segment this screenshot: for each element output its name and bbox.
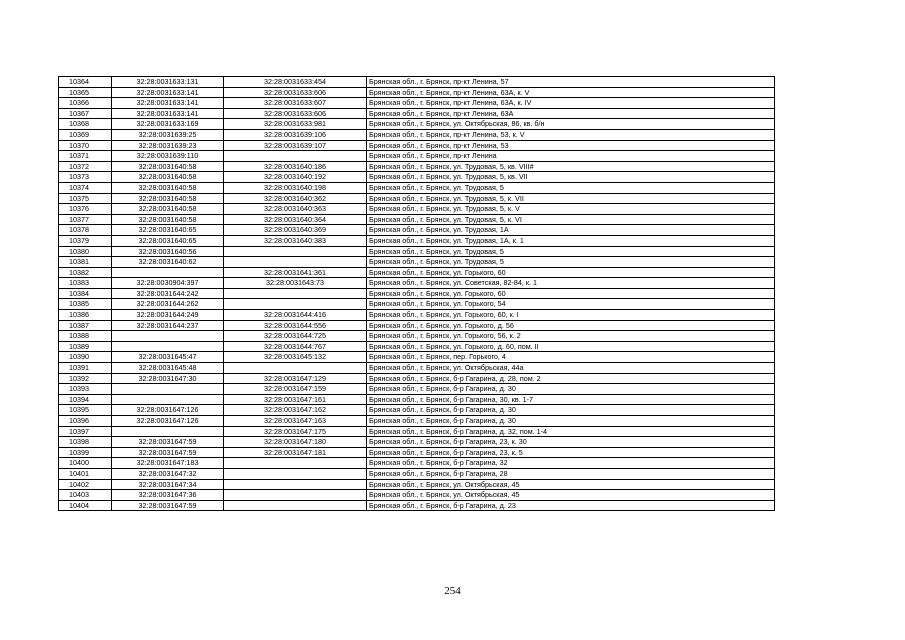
table-row: [59, 394, 775, 405]
land-cadastral-number-cell: [112, 267, 224, 278]
object-cadastral-number-cell: [224, 257, 367, 268]
row-number-cell: 10391: [59, 363, 112, 374]
land-cadastral-number-cell: [112, 331, 224, 342]
table-row: [59, 98, 775, 109]
address-cell: Брянская обл., г. Брянск, ул. Горького, 60, к. I: [367, 310, 775, 321]
row-number-cell: 10377: [59, 214, 112, 225]
object-cadastral-number-cell: 32:28:0031647:159: [224, 384, 367, 395]
object-cadastral-number-cell: [224, 479, 367, 490]
page-number: 254: [444, 585, 461, 597]
land-cadastral-number-cell: 32:28:0031645:47: [112, 352, 224, 363]
land-cadastral-number-cell: [112, 426, 224, 437]
land-cadastral-number-cell: 32:28:0031639:25: [112, 129, 224, 140]
object-cadastral-number-cell: 32:28:0031640:369: [224, 225, 367, 236]
table-row: [59, 373, 775, 384]
table-row: [59, 310, 775, 321]
row-number-cell: 10397: [59, 426, 112, 437]
table-row: [59, 405, 775, 416]
land-cadastral-number-cell: 32:28:0031644:262: [112, 299, 224, 310]
row-number-cell: 10383: [59, 278, 112, 289]
object-cadastral-number-cell: 32:28:0031641:361: [224, 267, 367, 278]
address-cell: Брянская обл., г. Брянск, ул. Трудовая, 5, к. V: [367, 204, 775, 215]
row-number-cell: 10390: [59, 352, 112, 363]
row-number-cell: 10382: [59, 267, 112, 278]
address-cell: Брянская обл., г. Брянск, пр-кт Ленина, 53, к. V: [367, 129, 775, 140]
row-number-cell: 10372: [59, 161, 112, 172]
address-cell: Брянская обл., г. Брянск, ул. Трудовая, 5, к. VI: [367, 214, 775, 225]
row-number-cell: 10373: [59, 172, 112, 183]
address-cell: Брянская обл., г. Брянск, б-р Гагарина, д. 30: [367, 416, 775, 427]
object-cadastral-number-cell: 32:28:0031645:132: [224, 352, 367, 363]
land-cadastral-number-cell: 32:28:0031633:141: [112, 108, 224, 119]
table-row: [59, 246, 775, 257]
row-number-cell: 10389: [59, 341, 112, 352]
table-row: [59, 288, 775, 299]
object-cadastral-number-cell: 32:28:0031644:416: [224, 310, 367, 321]
table-row: [59, 468, 775, 479]
table-row: [59, 341, 775, 352]
address-cell: Брянская обл., г. Брянск, ул. Горького, 56, к. 2: [367, 331, 775, 342]
row-number-cell: 10395: [59, 405, 112, 416]
object-cadastral-number-cell: 32:28:0031640:364: [224, 214, 367, 225]
table-row: [59, 458, 775, 469]
table-row: [59, 352, 775, 363]
row-number-cell: 10379: [59, 235, 112, 246]
address-cell: Брянская обл., г. Брянск, пр-кт Ленина, 63А, к. IV: [367, 98, 775, 109]
object-cadastral-number-cell: 32:28:0031633:607: [224, 98, 367, 109]
table-row: [59, 416, 775, 427]
table-row: [59, 299, 775, 310]
object-cadastral-number-cell: 32:28:0031640:362: [224, 193, 367, 204]
row-number-cell: 10392: [59, 373, 112, 384]
land-cadastral-number-cell: 32:28:0030904:397: [112, 278, 224, 289]
row-number-cell: 10371: [59, 151, 112, 162]
land-cadastral-number-cell: 32:28:0031644:237: [112, 320, 224, 331]
table-row: [59, 172, 775, 183]
object-cadastral-number-cell: 32:28:0031644:556: [224, 320, 367, 331]
object-cadastral-number-cell: 32:28:0031633:454: [224, 77, 367, 88]
row-number-cell: 10380: [59, 246, 112, 257]
object-cadastral-number-cell: 32:28:0031640:186: [224, 161, 367, 172]
table-row: [59, 161, 775, 172]
land-cadastral-number-cell: 32:28:0031633:169: [112, 119, 224, 130]
table-row: [59, 235, 775, 246]
object-cadastral-number-cell: 32:28:0031640:363: [224, 204, 367, 215]
table-row: [59, 363, 775, 374]
land-cadastral-number-cell: 32:28:0031644:242: [112, 288, 224, 299]
address-cell: Брянская обл., г. Брянск, ул. Горького, 60: [367, 288, 775, 299]
address-cell: Брянская обл., г. Брянск, ул. Советская, 82-84, к. 1: [367, 278, 775, 289]
land-cadastral-number-cell: 32:28:0031640:58: [112, 214, 224, 225]
address-cell: Брянская обл., г. Брянск, ул. Горького, д. 60, пом. II: [367, 341, 775, 352]
object-cadastral-number-cell: [224, 288, 367, 299]
land-cadastral-number-cell: 32:28:0031633:141: [112, 98, 224, 109]
object-cadastral-number-cell: [224, 500, 367, 511]
address-cell: Брянская обл., г. Брянск, пр-кт Ленина, 57: [367, 77, 775, 88]
row-number-cell: 10396: [59, 416, 112, 427]
address-cell: Брянская обл., г. Брянск, пр-кт Ленина, 53: [367, 140, 775, 151]
row-number-cell: 10400: [59, 458, 112, 469]
object-cadastral-number-cell: 32:28:0031640:192: [224, 172, 367, 183]
table-row: [59, 214, 775, 225]
address-cell: Брянская обл., г. Брянск, ул. Трудовая, 5: [367, 182, 775, 193]
row-number-cell: 10398: [59, 437, 112, 448]
object-cadastral-number-cell: 32:28:0031633:606: [224, 108, 367, 119]
row-number-cell: 10370: [59, 140, 112, 151]
row-number-cell: 10393: [59, 384, 112, 395]
land-cadastral-number-cell: 32:28:0031640:58: [112, 161, 224, 172]
table-row: [59, 225, 775, 236]
object-cadastral-number-cell: 32:28:0031647:129: [224, 373, 367, 384]
object-cadastral-number-cell: 32:28:0031647:175: [224, 426, 367, 437]
object-cadastral-number-cell: [224, 490, 367, 501]
address-cell: Брянская обл., г. Брянск, ул. Трудовая, 5: [367, 246, 775, 257]
row-number-cell: 10369: [59, 129, 112, 140]
object-cadastral-number-cell: 32:28:0031644:767: [224, 341, 367, 352]
land-cadastral-number-cell: [112, 341, 224, 352]
object-cadastral-number-cell: 32:28:0031647:181: [224, 447, 367, 458]
land-cadastral-number-cell: 32:28:0031640:58: [112, 172, 224, 183]
row-number-cell: 10385: [59, 299, 112, 310]
land-cadastral-number-cell: [112, 394, 224, 405]
table-row: [59, 278, 775, 289]
table-row: [59, 267, 775, 278]
object-cadastral-number-cell: [224, 458, 367, 469]
table-row: [59, 500, 775, 511]
address-cell: Брянская обл., г. Брянск, ул. Трудовая, 5, кв. VIII#: [367, 161, 775, 172]
object-cadastral-number-cell: 32:28:0031643:73: [224, 278, 367, 289]
row-number-cell: 10364: [59, 77, 112, 88]
land-cadastral-number-cell: 32:28:0031640:56: [112, 246, 224, 257]
object-cadastral-number-cell: 32:28:0031633:606: [224, 87, 367, 98]
row-number-cell: 10403: [59, 490, 112, 501]
table-row: [59, 257, 775, 268]
table-row: [59, 384, 775, 395]
land-cadastral-number-cell: 32:28:0031640:65: [112, 235, 224, 246]
address-cell: Брянская обл., г. Брянск, ул. Горького, 54: [367, 299, 775, 310]
object-cadastral-number-cell: 32:28:0031647:180: [224, 437, 367, 448]
row-number-cell: 10375: [59, 193, 112, 204]
address-cell: Брянская обл., г. Брянск, ул. Горького, д. 56: [367, 320, 775, 331]
land-cadastral-number-cell: 32:28:0031640:58: [112, 193, 224, 204]
table-row: [59, 447, 775, 458]
object-cadastral-number-cell: [224, 468, 367, 479]
object-cadastral-number-cell: 32:28:0031639:106: [224, 129, 367, 140]
row-number-cell: 10388: [59, 331, 112, 342]
table-row: [59, 426, 775, 437]
land-cadastral-number-cell: 32:28:0031633:131: [112, 77, 224, 88]
address-cell: Брянская обл., г. Брянск, б-р Гагарина, д. 30: [367, 384, 775, 395]
object-cadastral-number-cell: [224, 151, 367, 162]
object-cadastral-number-cell: 32:28:0031644:725: [224, 331, 367, 342]
land-cadastral-number-cell: 32:28:0031647:30: [112, 373, 224, 384]
row-number-cell: 10386: [59, 310, 112, 321]
object-cadastral-number-cell: 32:28:0031639:107: [224, 140, 367, 151]
address-cell: Брянская обл., г. Брянск, б-р Гагарина, д. 23: [367, 500, 775, 511]
land-cadastral-number-cell: 32:28:0031647:34: [112, 479, 224, 490]
land-cadastral-number-cell: 32:28:0031644:249: [112, 310, 224, 321]
row-number-cell: 10401: [59, 468, 112, 479]
row-number-cell: 10374: [59, 182, 112, 193]
address-cell: Брянская обл., г. Брянск, б-р Гагарина, д. 32, пом. 1-4: [367, 426, 775, 437]
land-cadastral-number-cell: 32:28:0031647:59: [112, 447, 224, 458]
table-row: [59, 119, 775, 130]
address-cell: Брянская обл., г. Брянск, пр-кт Ленина, 63А: [367, 108, 775, 119]
object-cadastral-number-cell: 32:28:0031647:163: [224, 416, 367, 427]
table-row: [59, 182, 775, 193]
land-cadastral-number-cell: 32:28:0031640:65: [112, 225, 224, 236]
table-row: [59, 331, 775, 342]
object-cadastral-number-cell: 32:28:0031640:198: [224, 182, 367, 193]
address-cell: Брянская обл., г. Брянск, ул. Октябрьская, 45: [367, 490, 775, 501]
row-number-cell: 10387: [59, 320, 112, 331]
land-cadastral-number-cell: 32:28:0031633:141: [112, 87, 224, 98]
object-cadastral-number-cell: 32:28:0031633:981: [224, 119, 367, 130]
table-row: [59, 479, 775, 490]
row-number-cell: 10365: [59, 87, 112, 98]
address-cell: Брянская обл., г. Брянск, б-р Гагарина, 32: [367, 458, 775, 469]
land-cadastral-number-cell: 32:28:0031639:23: [112, 140, 224, 151]
row-number-cell: 10402: [59, 479, 112, 490]
land-cadastral-number-cell: 32:28:0031639:110: [112, 151, 224, 162]
row-number-cell: 10378: [59, 225, 112, 236]
address-cell: Брянская обл., г. Брянск, ул. Трудовая, 5, к. VII: [367, 193, 775, 204]
address-cell: Брянская обл., г. Брянск, пр-кт Ленина: [367, 151, 775, 162]
address-cell: Брянская обл., г. Брянск, ул. Октябрьская, 45: [367, 479, 775, 490]
land-cadastral-number-cell: 32:28:0031647:59: [112, 437, 224, 448]
table-row: [59, 129, 775, 140]
address-cell: Брянская обл., г. Брянск, б-р Гагарина, 28: [367, 468, 775, 479]
row-number-cell: 10399: [59, 447, 112, 458]
land-cadastral-number-cell: 32:28:0031647:32: [112, 468, 224, 479]
address-cell: Брянская обл., г. Брянск, пр-кт Ленина, 63А, к. V: [367, 87, 775, 98]
address-cell: Брянская обл., г. Брянск, пер. Горького, 4: [367, 352, 775, 363]
address-cell: Брянская обл., г. Брянск, б-р Гагарина, 23, к. 5: [367, 447, 775, 458]
address-cell: Брянская обл., г. Брянск, ул. Трудовая, 1А: [367, 225, 775, 236]
object-cadastral-number-cell: 32:28:0031647:161: [224, 394, 367, 405]
row-number-cell: 10404: [59, 500, 112, 511]
table-row: [59, 193, 775, 204]
object-cadastral-number-cell: 32:28:0031640:383: [224, 235, 367, 246]
address-cell: Брянская обл., г. Брянск, ул. Октябрьская, 86, кв. б/н: [367, 119, 775, 130]
address-cell: Брянская обл., г. Брянск, ул. Горького, 60: [367, 267, 775, 278]
row-number-cell: 10376: [59, 204, 112, 215]
table-row: [59, 204, 775, 215]
land-cadastral-number-cell: 32:28:0031647:183: [112, 458, 224, 469]
row-number-cell: 10394: [59, 394, 112, 405]
object-cadastral-number-cell: 32:28:0031647:162: [224, 405, 367, 416]
address-cell: Брянская обл., г. Брянск, ул. Октябрьская, 44а: [367, 363, 775, 374]
address-cell: Брянская обл., г. Брянск, б-р Гагарина, д. 30: [367, 405, 775, 416]
address-cell: Брянская обл., г. Брянск, б-р Гагарина, 23, к. 30: [367, 437, 775, 448]
land-cadastral-number-cell: 32:28:0031647:126: [112, 416, 224, 427]
address-cell: Брянская обл., г. Брянск, ул. Трудовая, 1А, к. 1: [367, 235, 775, 246]
row-number-cell: 10384: [59, 288, 112, 299]
land-cadastral-number-cell: 32:28:0031645:48: [112, 363, 224, 374]
address-cell: Брянская обл., г. Брянск, ул. Трудовая, 5: [367, 257, 775, 268]
address-cell: Брянская обл., г. Брянск, б-р Гагарина, 30, кв. 1-7: [367, 394, 775, 405]
land-cadastral-number-cell: 32:28:0031647:59: [112, 500, 224, 511]
land-cadastral-number-cell: 32:28:0031647:126: [112, 405, 224, 416]
row-number-cell: 10367: [59, 108, 112, 119]
land-cadastral-number-cell: [112, 384, 224, 395]
address-cell: Брянская обл., г. Брянск, ул. Трудовая, 5, кв. VII: [367, 172, 775, 183]
table-row: [59, 108, 775, 119]
object-cadastral-number-cell: [224, 246, 367, 257]
object-cadastral-number-cell: [224, 299, 367, 310]
table-row: [59, 320, 775, 331]
land-cadastral-number-cell: 32:28:0031640:58: [112, 182, 224, 193]
registry-table: [58, 76, 775, 511]
table-row: [59, 151, 775, 162]
table-row: [59, 77, 775, 88]
table-row: [59, 87, 775, 98]
land-cadastral-number-cell: 32:28:0031640:62: [112, 257, 224, 268]
object-cadastral-number-cell: [224, 363, 367, 374]
land-cadastral-number-cell: 32:28:0031640:58: [112, 204, 224, 215]
table-row: [59, 490, 775, 501]
row-number-cell: 10381: [59, 257, 112, 268]
address-cell: Брянская обл., г. Брянск, б-р Гагарина, д. 28, пом. 2: [367, 373, 775, 384]
row-number-cell: 10368: [59, 119, 112, 130]
registry-table-body: [59, 77, 775, 511]
table-row: [59, 437, 775, 448]
row-number-cell: 10366: [59, 98, 112, 109]
table-row: [59, 140, 775, 151]
land-cadastral-number-cell: 32:28:0031647:36: [112, 490, 224, 501]
